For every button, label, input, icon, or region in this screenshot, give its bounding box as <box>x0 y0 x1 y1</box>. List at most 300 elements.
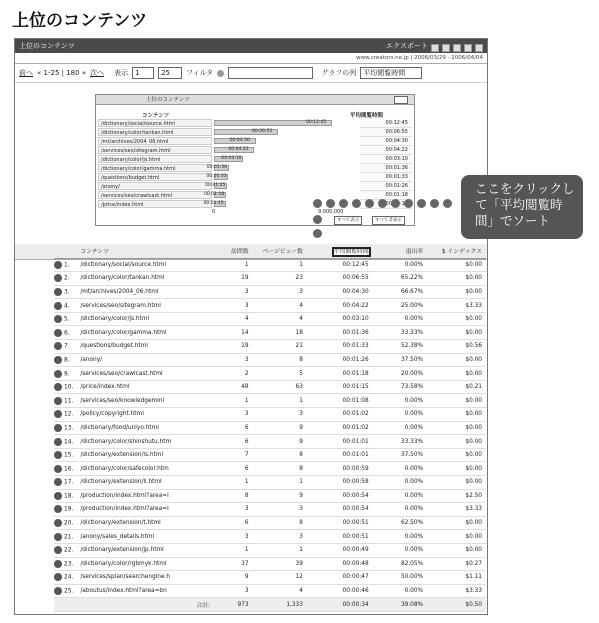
row-url[interactable]: /services/seo/crawlcast.html <box>80 367 214 381</box>
total-label: 合計: <box>54 598 214 612</box>
chart-row <box>98 191 414 199</box>
row-detail-icon[interactable] <box>54 274 62 282</box>
table-row <box>54 285 486 299</box>
row-rank-cell <box>54 367 80 381</box>
next-link[interactable]: 次へ <box>90 68 105 77</box>
window-title: 上位のコンテンツ <box>19 42 75 50</box>
row-visits: 3 <box>214 408 253 422</box>
row-index: $0.00 <box>427 326 486 340</box>
row-url[interactable]: /dictionary/color/tankan.html <box>80 272 214 286</box>
row-avg-time: 00:00:54 <box>307 503 373 517</box>
table-row <box>54 421 486 435</box>
chart-bar-label: 00:03:10 <box>221 156 242 161</box>
table-row <box>54 312 486 326</box>
row-visits: 6 <box>214 421 253 435</box>
row-rank-cell <box>54 394 80 408</box>
row-rank: 11. <box>64 398 74 405</box>
chart-row <box>98 155 414 163</box>
row-exit-rate: 66.67% <box>373 285 427 299</box>
prev-link[interactable]: 前へ <box>19 68 33 77</box>
row-avg-time: 00:01:36 <box>307 326 373 340</box>
chart-value: 00:01:26 <box>360 182 412 191</box>
chart-bar-label: 00:01:18 <box>204 192 225 197</box>
row-exit-rate: 82.05% <box>373 557 427 571</box>
row-rank-cell <box>54 489 80 503</box>
export-xml-icon[interactable] <box>453 44 461 52</box>
chart-row <box>98 182 414 190</box>
row-exit-rate: 52.38% <box>373 340 427 354</box>
chart-row <box>98 128 414 136</box>
row-avg-time: 00:00:58 <box>307 476 373 490</box>
row-detail-icon[interactable] <box>54 451 62 459</box>
row-index: $2.50 <box>427 489 486 503</box>
row-avg-time: 00:01:08 <box>307 394 373 408</box>
row-rank: 1. <box>64 262 70 269</box>
chart-value: 00:01:36 <box>360 164 412 173</box>
show-all-button[interactable]: すべて表示 <box>334 216 362 225</box>
row-visits: 7 <box>214 448 253 462</box>
row-pageviews: 8 <box>253 448 307 462</box>
row-index: $1.11 <box>427 571 486 585</box>
table-row <box>54 367 486 381</box>
callout-dot <box>443 199 452 208</box>
callout-note: ここをクリックして「平均閲覧時間」でソート <box>461 175 583 239</box>
row-visits: 3 <box>214 530 253 544</box>
row-rank-cell <box>54 421 80 435</box>
row-url[interactable]: /dictionary/color/safecolor.htm <box>80 462 214 476</box>
chart-bar-label: 00:01:33 <box>206 174 227 179</box>
row-index: $0.00 <box>427 367 486 381</box>
row-pageviews: 12 <box>253 571 307 585</box>
chart-title: 上位のコンテンツ <box>96 95 414 105</box>
row-rank-cell <box>54 340 80 354</box>
site-date-range: www.creators.ne.jp | 2006/03/29 - 2006/04/04 <box>15 53 487 64</box>
row-rank-cell <box>54 543 80 557</box>
row-rank: 7. <box>64 343 70 350</box>
row-exit-rate: 0.00% <box>373 394 427 408</box>
row-url[interactable]: /aboutus/index.html?area=bn <box>80 584 214 598</box>
row-exit-rate: 0.00% <box>373 258 427 272</box>
table-row <box>54 353 486 367</box>
total-value: $0.50 <box>427 598 486 612</box>
callout-dot <box>417 199 426 208</box>
row-detail-icon[interactable] <box>54 519 62 527</box>
table-row <box>54 476 486 490</box>
chart-category-label: /dictionary/color/js.html <box>98 155 212 163</box>
row-rank-cell <box>54 584 80 598</box>
row-avg-time: 00:01:01 <box>307 448 373 462</box>
row-pageviews: 21 <box>253 340 307 354</box>
chart-row <box>98 164 414 172</box>
row-rank-cell <box>54 380 80 394</box>
row-avg-time: 00:00:54 <box>307 489 373 503</box>
table-row <box>54 516 486 530</box>
chart-bar-label: 00:04:30 <box>229 138 250 143</box>
row-index: $0.00 <box>427 353 486 367</box>
row-index: $0.00 <box>427 258 486 272</box>
print-icon[interactable] <box>464 44 472 52</box>
row-visits: 48 <box>214 380 253 394</box>
row-avg-time: 00:01:26 <box>307 353 373 367</box>
col-visits[interactable]: 訪問数 <box>214 244 253 258</box>
per-page-select[interactable]: 25 <box>158 67 182 79</box>
row-index: $3.33 <box>427 503 486 517</box>
row-visits: 2 <box>214 367 253 381</box>
row-rank-cell <box>54 353 80 367</box>
graph-column-label: グラフの列 <box>321 68 357 77</box>
row-visits: 3 <box>214 503 253 517</box>
row-detail-icon[interactable] <box>54 533 62 541</box>
row-detail-icon[interactable] <box>54 370 62 378</box>
chart-col-content: コンテンツ <box>142 113 170 119</box>
row-exit-rate: 37.50% <box>373 448 427 462</box>
row-detail-icon[interactable] <box>54 546 62 554</box>
callout-dot <box>313 215 322 224</box>
row-detail-icon[interactable] <box>54 505 62 513</box>
row-rank-cell <box>54 516 80 530</box>
row-index: $0.00 <box>427 272 486 286</box>
chart-row <box>98 146 414 154</box>
row-rank: 9. <box>64 371 70 378</box>
row-url[interactable]: /policy/copyright.html <box>80 408 214 422</box>
row-pageviews: 3 <box>253 285 307 299</box>
row-url[interactable]: /dictionary/color/shinshutu.htm <box>80 435 214 449</box>
table-total-row <box>54 598 486 612</box>
total-value: 39.08% <box>373 598 427 612</box>
row-visits: 8 <box>214 489 253 503</box>
email-icon[interactable] <box>475 44 483 52</box>
row-url[interactable]: /services/splan/searchengine.h <box>80 571 214 585</box>
row-pageviews: 9 <box>253 421 307 435</box>
chart-value: 00:06:55 <box>360 128 412 137</box>
row-pageviews: 4 <box>253 299 307 313</box>
callout-dot <box>313 229 322 238</box>
row-rank: 18. <box>64 493 74 500</box>
show-label: 表示 <box>114 68 129 77</box>
row-url[interactable]: /services/seo/knowledgemini <box>80 394 214 408</box>
chart-category-label: /mt/archives/2004_06.html <box>98 137 212 145</box>
row-avg-time: 00:01:33 <box>307 340 373 354</box>
row-rank: 6. <box>64 330 70 337</box>
row-pageviews: 3 <box>253 408 307 422</box>
row-rank-cell <box>54 272 80 286</box>
row-pageviews: 8 <box>253 462 307 476</box>
chart-col-time: 平均閲覧時間 <box>350 113 384 119</box>
row-url[interactable]: /dictionary/color/gamma.html <box>80 326 214 340</box>
col-index[interactable]: $ インデックス <box>427 244 486 258</box>
table-row <box>54 584 486 598</box>
table-row <box>54 530 486 544</box>
row-url[interactable]: /dictionary/food/uniyo.html <box>80 421 214 435</box>
row-pageviews: 8 <box>253 516 307 530</box>
row-pageviews: 9 <box>253 435 307 449</box>
row-url[interactable]: /dictionary/social/source.html <box>80 258 214 272</box>
row-exit-rate: 0.00% <box>373 312 427 326</box>
row-pageviews: 8 <box>253 353 307 367</box>
row-index: $0.00 <box>427 543 486 557</box>
row-visits: 3 <box>214 285 253 299</box>
row-url[interactable]: /dictionary/color/rgbmyk.html <box>80 557 214 571</box>
row-rank: 14. <box>64 439 74 446</box>
row-rank-cell <box>54 312 80 326</box>
row-index: $0.00 <box>427 312 486 326</box>
row-index: $0.00 <box>427 448 486 462</box>
row-detail-icon[interactable] <box>54 397 62 405</box>
chart-value: 00:12:45 <box>360 119 412 128</box>
row-rank: 22. <box>64 547 74 554</box>
row-avg-time: 00:00:51 <box>307 530 373 544</box>
row-rank: 4. <box>64 303 70 310</box>
chart-category-label: /services/seo/sitegram.html <box>98 146 212 154</box>
row-visits: 6 <box>214 435 253 449</box>
row-index: $3.33 <box>427 299 486 313</box>
table-row <box>54 380 486 394</box>
row-rank: 15. <box>64 452 74 459</box>
chart-bar-label: 00:01:36 <box>206 165 228 170</box>
row-avg-time: 00:00:59 <box>307 462 373 476</box>
chart-bar-label: 00:01:15 <box>203 201 224 206</box>
row-detail-icon[interactable] <box>54 573 62 581</box>
row-avg-time: 00:00:51 <box>307 516 373 530</box>
row-pageviews: 4 <box>253 312 307 326</box>
row-exit-rate: 62.50% <box>373 516 427 530</box>
row-avg-time: 00:00:47 <box>307 571 373 585</box>
row-rank: 13. <box>64 425 74 432</box>
row-url[interactable]: /production/index.html?area=l <box>80 489 214 503</box>
row-exit-rate: 65.22% <box>373 272 427 286</box>
table-row <box>54 340 486 354</box>
row-detail-icon[interactable] <box>54 587 62 595</box>
row-visits: 14 <box>214 326 253 340</box>
row-avg-time: 00:00:48 <box>307 557 373 571</box>
row-detail-icon[interactable] <box>54 492 62 500</box>
row-pageviews: 3 <box>253 530 307 544</box>
row-pageviews: 3 <box>253 503 307 517</box>
table-row <box>54 272 486 286</box>
row-detail-icon[interactable] <box>54 302 62 310</box>
chart-row <box>98 137 414 145</box>
table-row <box>54 394 486 408</box>
row-url[interactable]: /price/index.html <box>80 380 214 394</box>
row-detail-icon[interactable] <box>54 315 62 323</box>
page-range: « 1-25 | 180 » <box>37 68 87 77</box>
export-label[interactable]: エクスポート <box>386 42 428 50</box>
row-pageviews: 5 <box>253 367 307 381</box>
row-rank-cell <box>54 326 80 340</box>
row-visits: 3 <box>214 584 253 598</box>
row-detail-icon[interactable] <box>54 410 62 418</box>
row-url[interactable]: /dictionary/extension/t.html <box>80 516 214 530</box>
row-url[interactable]: /services/seo/sitegram.html <box>80 299 214 313</box>
row-detail-icon[interactable] <box>54 438 62 446</box>
row-rank-cell <box>54 299 80 313</box>
filter-input[interactable] <box>228 67 313 79</box>
callout-dot <box>326 199 335 208</box>
row-url[interactable]: /dictionary/extension/is.html <box>80 448 214 462</box>
row-exit-rate: 0.00% <box>373 584 427 598</box>
row-visits: 6 <box>214 516 253 530</box>
chart-row <box>98 173 414 181</box>
row-visits: 1 <box>214 543 253 557</box>
row-avg-time: 00:03:10 <box>307 312 373 326</box>
table-row <box>54 299 486 313</box>
chart-bar-label: 00:06:55 <box>252 129 273 134</box>
row-avg-time: 00:04:22 <box>307 299 373 313</box>
chart-value: 00:01:33 <box>360 173 412 182</box>
row-exit-rate: 20.00% <box>373 367 427 381</box>
callout-dot <box>352 199 361 208</box>
graph-column-select[interactable]: 平均閲覧時間 <box>360 67 422 79</box>
table-row <box>54 503 486 517</box>
table-row <box>54 571 486 585</box>
callout-dot <box>404 199 413 208</box>
row-url[interactable]: /anony/sales_details.html <box>80 530 214 544</box>
row-avg-time: 00:12:45 <box>307 258 373 272</box>
row-url[interactable]: /mt/archives/2004_06.html <box>80 285 214 299</box>
row-avg-time: 00:01:02 <box>307 408 373 422</box>
row-rank-cell <box>54 571 80 585</box>
row-rank: 17. <box>64 479 74 486</box>
table-row <box>54 326 486 340</box>
row-index: $0.00 <box>427 435 486 449</box>
row-url[interactable]: /production/index.html?area=l <box>80 503 214 517</box>
filter-label: フィルタ <box>186 68 214 77</box>
row-visits: 1 <box>214 476 253 490</box>
row-visits: 19 <box>214 340 253 354</box>
row-rank-cell <box>54 530 80 544</box>
row-pageviews: 1 <box>253 476 307 490</box>
row-detail-icon[interactable] <box>54 383 62 391</box>
row-pageviews: 23 <box>253 272 307 286</box>
row-rank: 21. <box>64 534 74 541</box>
row-rank: 23. <box>64 561 74 568</box>
row-url[interactable]: /questions/budget.html <box>80 340 214 354</box>
chart-category-label: /dictionary/color/gamma.html <box>98 164 212 172</box>
row-detail-icon[interactable] <box>54 465 62 473</box>
row-avg-time: 00:01:01 <box>307 435 373 449</box>
callout-dot <box>365 199 374 208</box>
page-heading: 上位のコンテンツ <box>12 11 148 31</box>
row-rank: 5. <box>64 316 70 323</box>
row-avg-time: 00:04:30 <box>307 285 373 299</box>
row-url[interactable]: /dictionary/extension/jp.html <box>80 543 214 557</box>
row-index: $3.33 <box>427 584 486 598</box>
table-row <box>54 435 486 449</box>
row-exit-rate: 25.00% <box>373 299 427 313</box>
table-row <box>54 408 486 422</box>
col-exit-rate[interactable]: 退出率 <box>373 244 427 258</box>
export-csv-icon[interactable] <box>442 44 450 52</box>
row-pageviews: 1 <box>253 543 307 557</box>
row-exit-rate: 33.33% <box>373 326 427 340</box>
callout-dot <box>378 199 387 208</box>
chart-toggle-icon[interactable] <box>394 96 408 104</box>
chart-value: 00:01:18 <box>360 191 412 200</box>
window-titlebar <box>15 39 487 53</box>
row-index: $0.56 <box>427 340 486 354</box>
row-rank: 25. <box>64 588 74 595</box>
table-row <box>54 462 486 476</box>
row-exit-rate: 37.50% <box>373 353 427 367</box>
row-rank-cell <box>54 285 80 299</box>
row-visits: 19 <box>214 272 253 286</box>
row-rank: 24. <box>64 574 74 581</box>
hide-all-button[interactable]: すべて非表示 <box>372 216 405 225</box>
table-row <box>54 557 486 571</box>
row-visits: 3 <box>214 299 253 313</box>
table-row <box>54 448 486 462</box>
col-content[interactable]: コンテンツ <box>80 244 214 258</box>
chart-category-label: /dictionary/color/tankan.html <box>98 128 212 136</box>
row-detail-icon[interactable] <box>54 560 62 568</box>
row-index: $0.00 <box>427 421 486 435</box>
chart-bar-label: 00:04:22 <box>228 147 249 152</box>
pager-bar <box>15 64 487 83</box>
row-index: $0.00 <box>427 285 486 299</box>
row-detail-icon[interactable] <box>54 478 62 486</box>
row-exit-rate: 0.00% <box>373 503 427 517</box>
page-number-input[interactable]: 1 <box>132 67 154 79</box>
row-detail-icon[interactable] <box>54 329 62 337</box>
row-rank-cell <box>54 557 80 571</box>
chart-value: 00:04:22 <box>360 146 412 155</box>
total-value: 00:00:34 <box>307 598 373 612</box>
row-detail-icon[interactable] <box>54 356 62 364</box>
chart-value: 00:03:10 <box>360 155 412 164</box>
callout-dot <box>313 199 322 208</box>
row-pageviews: 9 <box>253 489 307 503</box>
row-pageviews: 1 <box>253 258 307 272</box>
row-pageviews: 4 <box>253 584 307 598</box>
chart-category-label: /questions/budget.html <box>98 173 212 181</box>
chart-axis-min: 0 <box>212 209 216 215</box>
row-avg-time: 00:00:49 <box>307 543 373 557</box>
row-rank-cell <box>54 448 80 462</box>
row-rank: 3. <box>64 289 70 296</box>
export-pdf-icon[interactable] <box>431 44 439 52</box>
row-exit-rate: 33.33% <box>373 435 427 449</box>
row-exit-rate: 73.58% <box>373 380 427 394</box>
row-url[interactable]: /dictionary/extension/li.html <box>80 476 214 490</box>
row-rank-cell <box>54 462 80 476</box>
row-detail-icon[interactable] <box>54 424 62 432</box>
row-rank: 10. <box>64 384 74 391</box>
row-rank-cell <box>54 435 80 449</box>
content-table <box>54 244 486 612</box>
row-exit-rate: 0.00% <box>373 408 427 422</box>
row-rank: 19. <box>64 506 74 513</box>
row-rank-cell <box>54 503 80 517</box>
row-detail-icon[interactable] <box>54 261 62 269</box>
col-avg-time[interactable]: 平均閲覧時間 <box>333 249 369 256</box>
row-detail-icon[interactable] <box>54 342 62 350</box>
row-index: $0.27 <box>427 557 486 571</box>
row-detail-icon[interactable] <box>54 288 62 296</box>
filter-help-icon[interactable] <box>217 70 224 77</box>
row-pageviews: 63 <box>253 380 307 394</box>
row-avg-time: 00:06:55 <box>307 272 373 286</box>
row-visits: 3 <box>214 353 253 367</box>
row-url[interactable]: /dictionary/color/js.html <box>80 312 214 326</box>
row-visits: 9 <box>214 571 253 585</box>
row-exit-rate: 0.00% <box>373 530 427 544</box>
chart-axis-max: 9,000,000 <box>318 209 344 215</box>
col-pageviews[interactable]: ページビュー数 <box>253 244 307 258</box>
row-pageviews: 39 <box>253 557 307 571</box>
row-exit-rate: 0.00% <box>373 462 427 476</box>
row-rank: 8. <box>64 357 70 364</box>
row-url[interactable]: /anony/ <box>80 353 214 367</box>
